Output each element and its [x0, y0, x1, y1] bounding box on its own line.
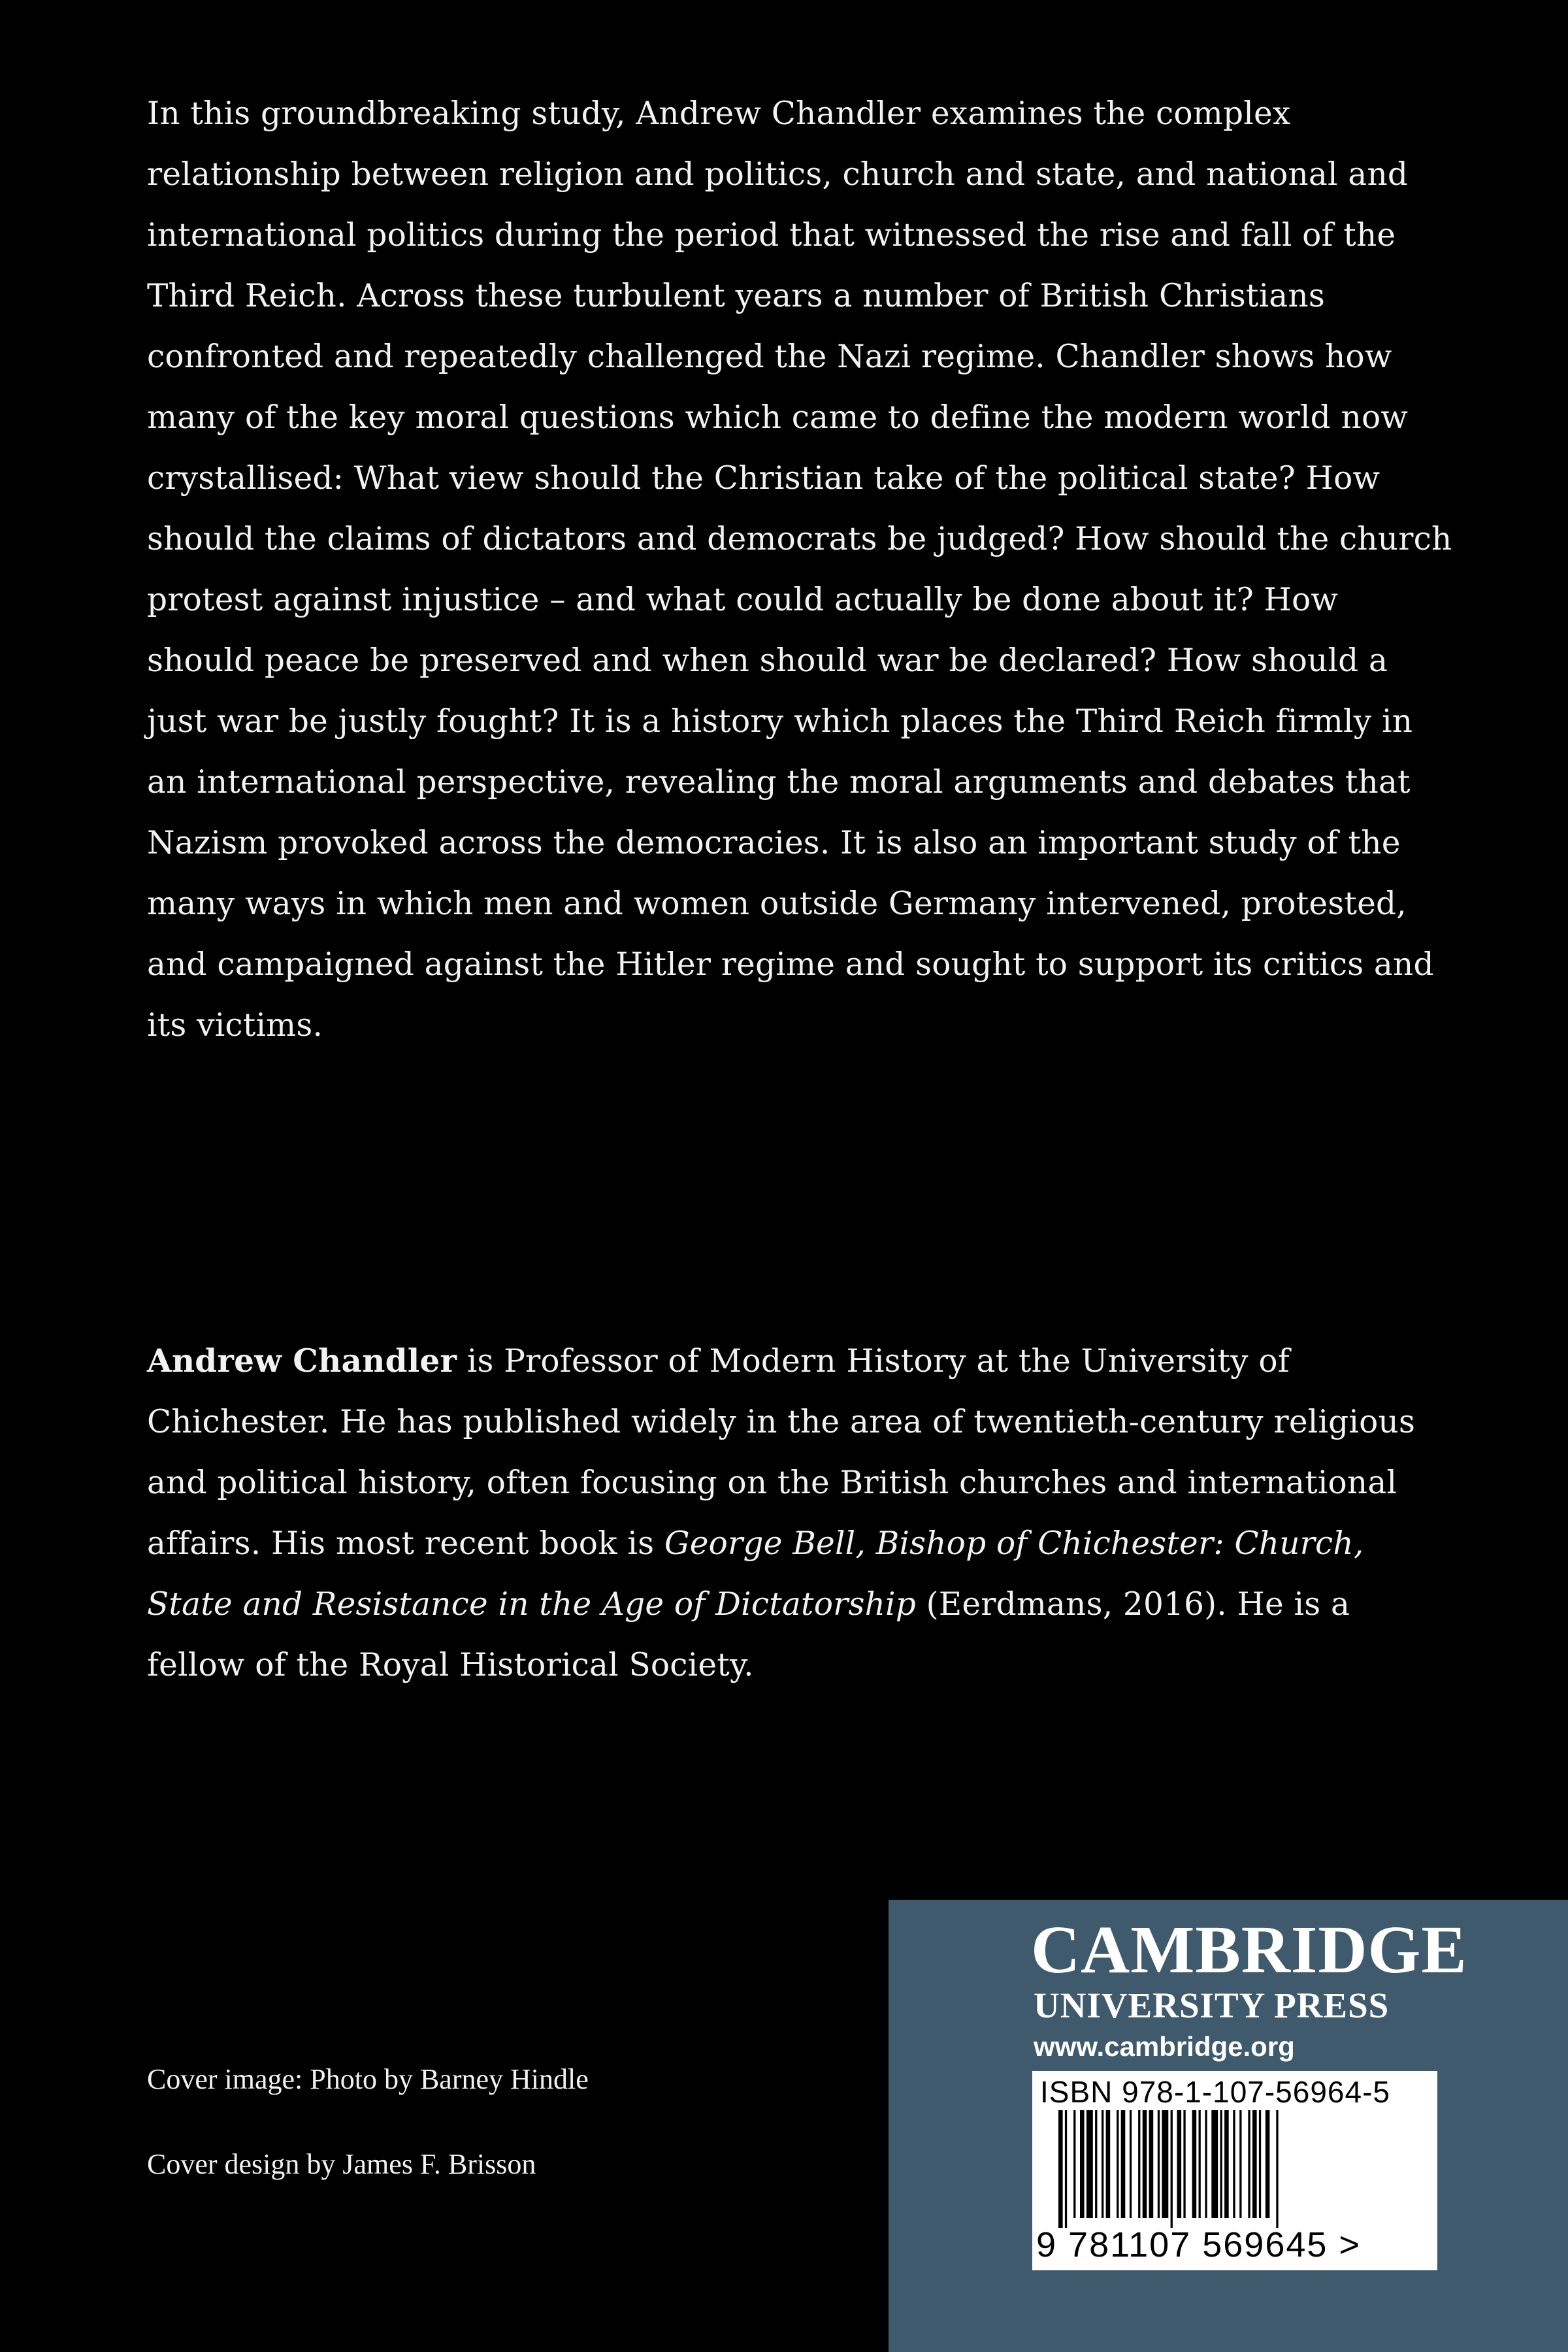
barcode-bar	[1121, 2110, 1126, 2218]
barcode-bar	[1130, 2110, 1132, 2218]
barcode-bar	[1211, 2110, 1218, 2218]
barcode-bar	[1138, 2110, 1140, 2218]
isbn-barcode	[1032, 2071, 1437, 2270]
publisher-logo-subtitle: UNIVERSITY PRESS	[1034, 1985, 1390, 2025]
barcode-bar	[1080, 2110, 1085, 2218]
author-bio	[147, 1331, 1454, 1696]
barcode-bar	[1239, 2110, 1241, 2218]
barcode-bar	[1233, 2110, 1235, 2218]
publisher-logo-name: CAMBRIDGE	[1031, 1912, 1467, 1987]
barcode-bar	[1065, 2110, 1067, 2228]
barcode-bar	[1162, 2110, 1168, 2218]
barcode-bar	[1149, 2110, 1154, 2218]
barcode-bar	[1192, 2110, 1197, 2218]
barcode-bar	[1086, 2110, 1093, 2218]
barcode-bar	[1058, 2110, 1063, 2228]
barcode-bar	[1095, 2110, 1097, 2218]
barcode-bar	[1224, 2110, 1229, 2218]
barcode-bar	[1106, 2110, 1111, 2218]
ean-digits: 9 781107 569645 >	[1036, 2225, 1361, 2264]
recent-book-title: George Bell, Bishop of Chichester: Church, State and Resistance in the Age of Dictatorship	[147, 1525, 1364, 1623]
publisher-url: www.cambridge.org	[1034, 2031, 1295, 2062]
author-bio-text: is Professor of Modern History at the University of Chichester. He has published widely in the area of twentieth-century religious and political history, often focusing on the British churches and international affairs. His most recent book is	[147, 1343, 1416, 1562]
publisher-panel	[889, 1900, 1568, 2352]
barcode-bar	[1199, 2110, 1201, 2218]
barcode-bar	[1143, 2110, 1147, 2218]
isbn-label: ISBN 978-1-107-56964-5	[1040, 2075, 1390, 2109]
barcode-bar	[1117, 2110, 1119, 2218]
barcode-bar	[1276, 2110, 1278, 2228]
barcode-bar	[1259, 2110, 1261, 2218]
barcode-bar	[1183, 2110, 1185, 2218]
cover-image-credit: Cover image: Photo by Barney Hindle	[147, 2063, 589, 2095]
barcode-bar	[1252, 2110, 1257, 2218]
barcode-bar	[1102, 2110, 1103, 2218]
author-name: Andrew Chandler	[147, 1342, 457, 1380]
author-bio-text-end: (Eerdmans, 2016). He is a fellow of the Royal Historical Society.	[147, 1586, 1350, 1683]
cover-design-credit: Cover design by James F. Brisson	[147, 2148, 536, 2180]
barcode-bar	[1220, 2110, 1222, 2218]
barcode-bar	[1177, 2110, 1182, 2218]
barcode-bars	[1032, 2110, 1437, 2228]
barcode-bar	[1171, 2110, 1173, 2228]
barcode-bar	[1073, 2110, 1075, 2218]
barcode-bar	[1205, 2110, 1207, 2218]
barcode-bar	[1158, 2110, 1160, 2218]
barcode-bar	[1248, 2110, 1250, 2218]
back-cover-blurb: In this groundbreaking study, Andrew Chandler examines the complex relationship between religion and politics, church and state, and national and international politics during the period that witnessed the rise and fall of the Third Reich. Across these turbulent years a number of British Christians confronted and repeatedly challenged the Nazi regime. Chandler shows how many of the key moral questions which came to define the modern world now crystallised: What view should the Christian take of the political state? How should the claims of dictators and democrats be judged? How should the church protest against injustice – and what could actually be done about it? How should peace be preserved and when should war be declared? How should a just war be justly fought? It is a history which places the Third Reich firmly in an international perspective, revealing the moral arguments and debates that Nazism provoked across the democracies. It is also an important study of the many ways in which men and women outside Germany intervened, protested, and campaigned against the Hitler regime and sought to support its critics and its victims.	[147, 95, 1452, 1044]
barcode-bar	[1266, 2110, 1270, 2218]
